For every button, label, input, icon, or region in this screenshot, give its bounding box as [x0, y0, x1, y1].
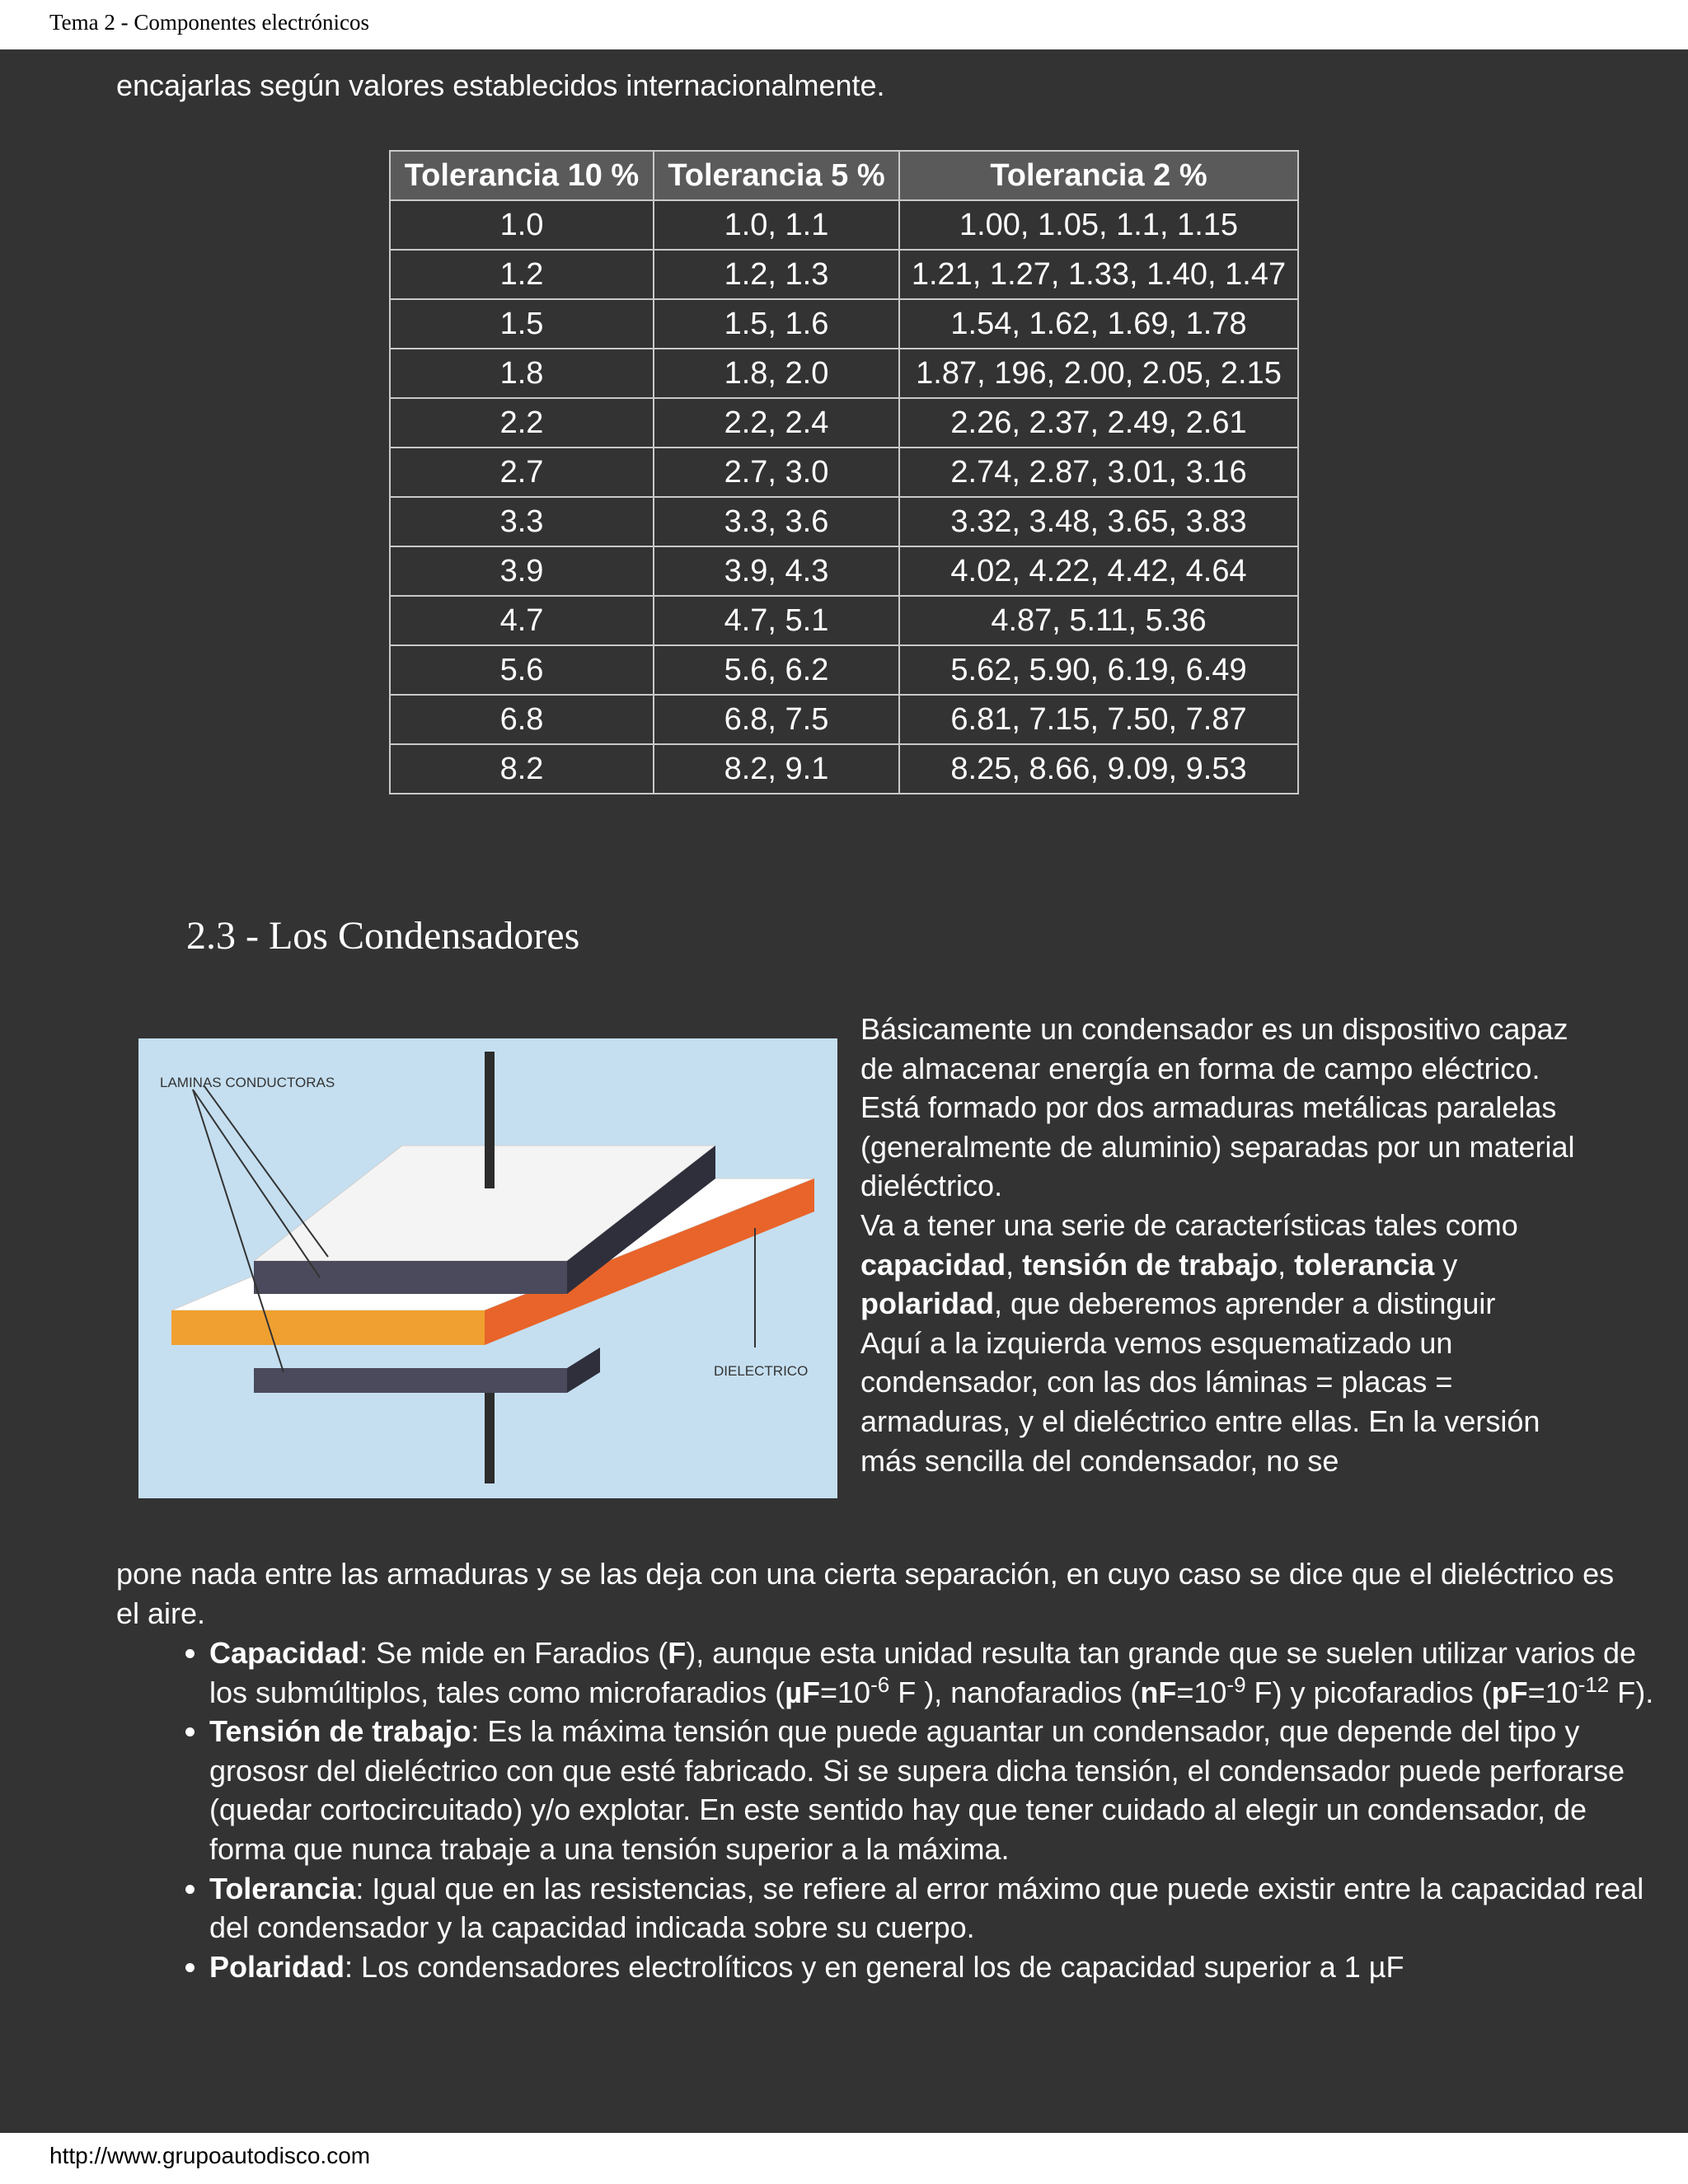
bullet-term: Tolerancia: [209, 1871, 356, 1905]
table-cell: 4.87, 5.11, 5.36: [900, 597, 1297, 644]
list-item: • Tensión de trabajo: Es la máxima tensión que puede aguantar un condensador, que depende del tipo y grososr del dieléctrico con que esté fabricado. Si se supera dicha tensión, el condensador puede perforarse (quedar cortocircuitado) y/o explotar. En este sentido hay que tener cuidado al elegir un condensador, de forma que nunca trabaje a una tensión superior a la máxima.: [209, 1712, 1660, 1868]
paragraph-continuation: pone nada entre las armaduras y se las deja con una cierta separación, en cuyo caso se dice que el dieléctrico es el aire.: [116, 1557, 1615, 1630]
list-item: • Tolerancia: Igual que en las resistencias, se refiere al error máximo que puede existir entre la capacidad real del condensador y la capacidad indicada sobre su cuerpo.: [209, 1869, 1660, 1947]
table-cell: 8.2: [391, 745, 653, 793]
table-cell: 4.7, 5.1: [654, 597, 898, 644]
paragraph-diagram-explanation: Aquí a la izquierda vemos esquematizado un condensador, con las dos láminas = placas = armaduras, y el dieléctrico entre ellas. En la versión más sencilla del condensador, no se: [860, 1325, 1540, 1478]
table-cell: 1.54, 1.62, 1.69, 1.78: [900, 300, 1297, 348]
column-header: Tolerancia 10 %: [391, 152, 653, 199]
table-cell: 8.25, 8.66, 9.09, 9.53: [900, 745, 1297, 793]
table-row: [391, 448, 1297, 496]
bullet-term: Polaridad: [209, 1949, 345, 1984]
footer-link[interactable]: http://www.grupoautodisco.com: [49, 2143, 371, 2168]
table-cell: 2.2, 2.4: [654, 399, 898, 447]
table-row: [391, 547, 1297, 595]
paragraph-characteristics: Va a tener una serie de características tales como capacidad, tensión de trabajo, tolerancia y polaridad, que deberemos aprender a distinguir: [860, 1207, 1518, 1321]
table-row: [391, 399, 1297, 447]
term-tension: tensión de trabajo: [1022, 1247, 1278, 1282]
table-cell: 2.7: [391, 448, 653, 496]
table-cell: 4.7: [391, 597, 653, 644]
table-cell: 1.5, 1.6: [654, 300, 898, 348]
table-row: [391, 300, 1297, 348]
capacitor-illustration: [138, 1038, 837, 1498]
table-cell: 1.00, 1.05, 1.1, 1.15: [900, 201, 1297, 249]
table-cell: 1.8, 2.0: [654, 349, 898, 397]
page-footer: [0, 2133, 1688, 2184]
term-polaridad: polaridad: [860, 1286, 995, 1321]
list-item: • Polaridad: Los condensadores electrolíticos y en general los de capacidad superior a 1 µF: [209, 1947, 1660, 1987]
bullet-term: Capacidad: [209, 1636, 360, 1670]
term-capacidad: capacidad: [860, 1247, 1006, 1282]
label-plates: LAMINAS CONDUCTORAS: [160, 1075, 335, 1090]
capacitor-diagram: [138, 1038, 837, 1498]
table-cell: 1.21, 1.27, 1.33, 1.40, 1.47: [900, 251, 1297, 298]
table-cell: 2.2: [391, 399, 653, 447]
capacitor-description: [860, 1010, 1602, 1480]
characteristics-list: [162, 1633, 1660, 1986]
bullet-term: Tensión de trabajo: [209, 1714, 471, 1749]
paragraph-definition: Básicamente un condensador es un dispositivo capaz de almacenar energía en forma de campo eléctrico. Está formado por dos armaduras metálicas paralelas (generalmente de aluminio) separadas por un material dieléctrico.: [860, 1012, 1575, 1203]
table-cell: 3.3, 3.6: [654, 498, 898, 546]
table-cell: 3.9: [391, 547, 653, 595]
table-cell: 1.0, 1.1: [654, 201, 898, 249]
intro-line: encajarlas según valores establecidos internacionalmente.: [116, 68, 885, 102]
table-row: [391, 696, 1297, 743]
column-header: Tolerancia 2 %: [900, 152, 1297, 199]
content-area: [0, 49, 1688, 2133]
table-cell: 2.74, 2.87, 3.01, 3.16: [900, 448, 1297, 496]
table-cell: 3.32, 3.48, 3.65, 3.83: [900, 498, 1297, 546]
table-cell: 5.6, 6.2: [654, 646, 898, 694]
table-cell: 1.2: [391, 251, 653, 298]
table-cell: 2.7, 3.0: [654, 448, 898, 496]
table-cell: 1.5: [391, 300, 653, 348]
table-cell: 6.8: [391, 696, 653, 743]
label-dielectric: DIELECTRICO: [714, 1363, 809, 1379]
table-cell: 6.81, 7.15, 7.50, 7.87: [900, 696, 1297, 743]
table-cell: 1.0: [391, 201, 653, 249]
table-row: [391, 646, 1297, 694]
table-row: [391, 349, 1297, 397]
table-cell: 5.62, 5.90, 6.19, 6.49: [900, 646, 1297, 694]
section-title: 2.3 - Los Condensadores: [186, 914, 580, 958]
table-cell: 3.9, 4.3: [654, 547, 898, 595]
page-header: [0, 0, 1688, 49]
table-row: [391, 745, 1297, 793]
list-item: • Capacidad: Se mide en Faradios (F), aunque esta unidad resulta tan grande que se suelen utilizar varios de los submúltiplos, tales como microfaradios ($\mu F=10^{-6}$ F ), nanofaradios ($nF=10^{-9}$ F) y picofaradios ($pF=10^{-12}$ F).: [209, 1633, 1660, 1712]
document-title: Tema 2 - Componentes electrónicos: [49, 10, 369, 35]
table-row: [391, 597, 1297, 644]
term-tolerancia: tolerancia: [1294, 1247, 1435, 1282]
table-row: [391, 498, 1297, 546]
table-cell: 3.3: [391, 498, 653, 546]
table-cell: 2.26, 2.37, 2.49, 2.61: [900, 399, 1297, 447]
table-cell: 1.87, 196, 2.00, 2.05, 2.15: [900, 349, 1297, 397]
table-cell: 6.8, 7.5: [654, 696, 898, 743]
table-row: [391, 201, 1297, 249]
table-cell: 1.2, 1.3: [654, 251, 898, 298]
table-header-row: [391, 152, 1297, 199]
table-row: [391, 251, 1297, 298]
table-cell: 1.8: [391, 349, 653, 397]
tolerance-table: [389, 150, 1299, 794]
table-cell: 4.02, 4.22, 4.42, 4.64: [900, 547, 1297, 595]
table-cell: 5.6: [391, 646, 653, 694]
table-cell: 8.2, 9.1: [654, 745, 898, 793]
column-header: Tolerancia 5 %: [654, 152, 898, 199]
